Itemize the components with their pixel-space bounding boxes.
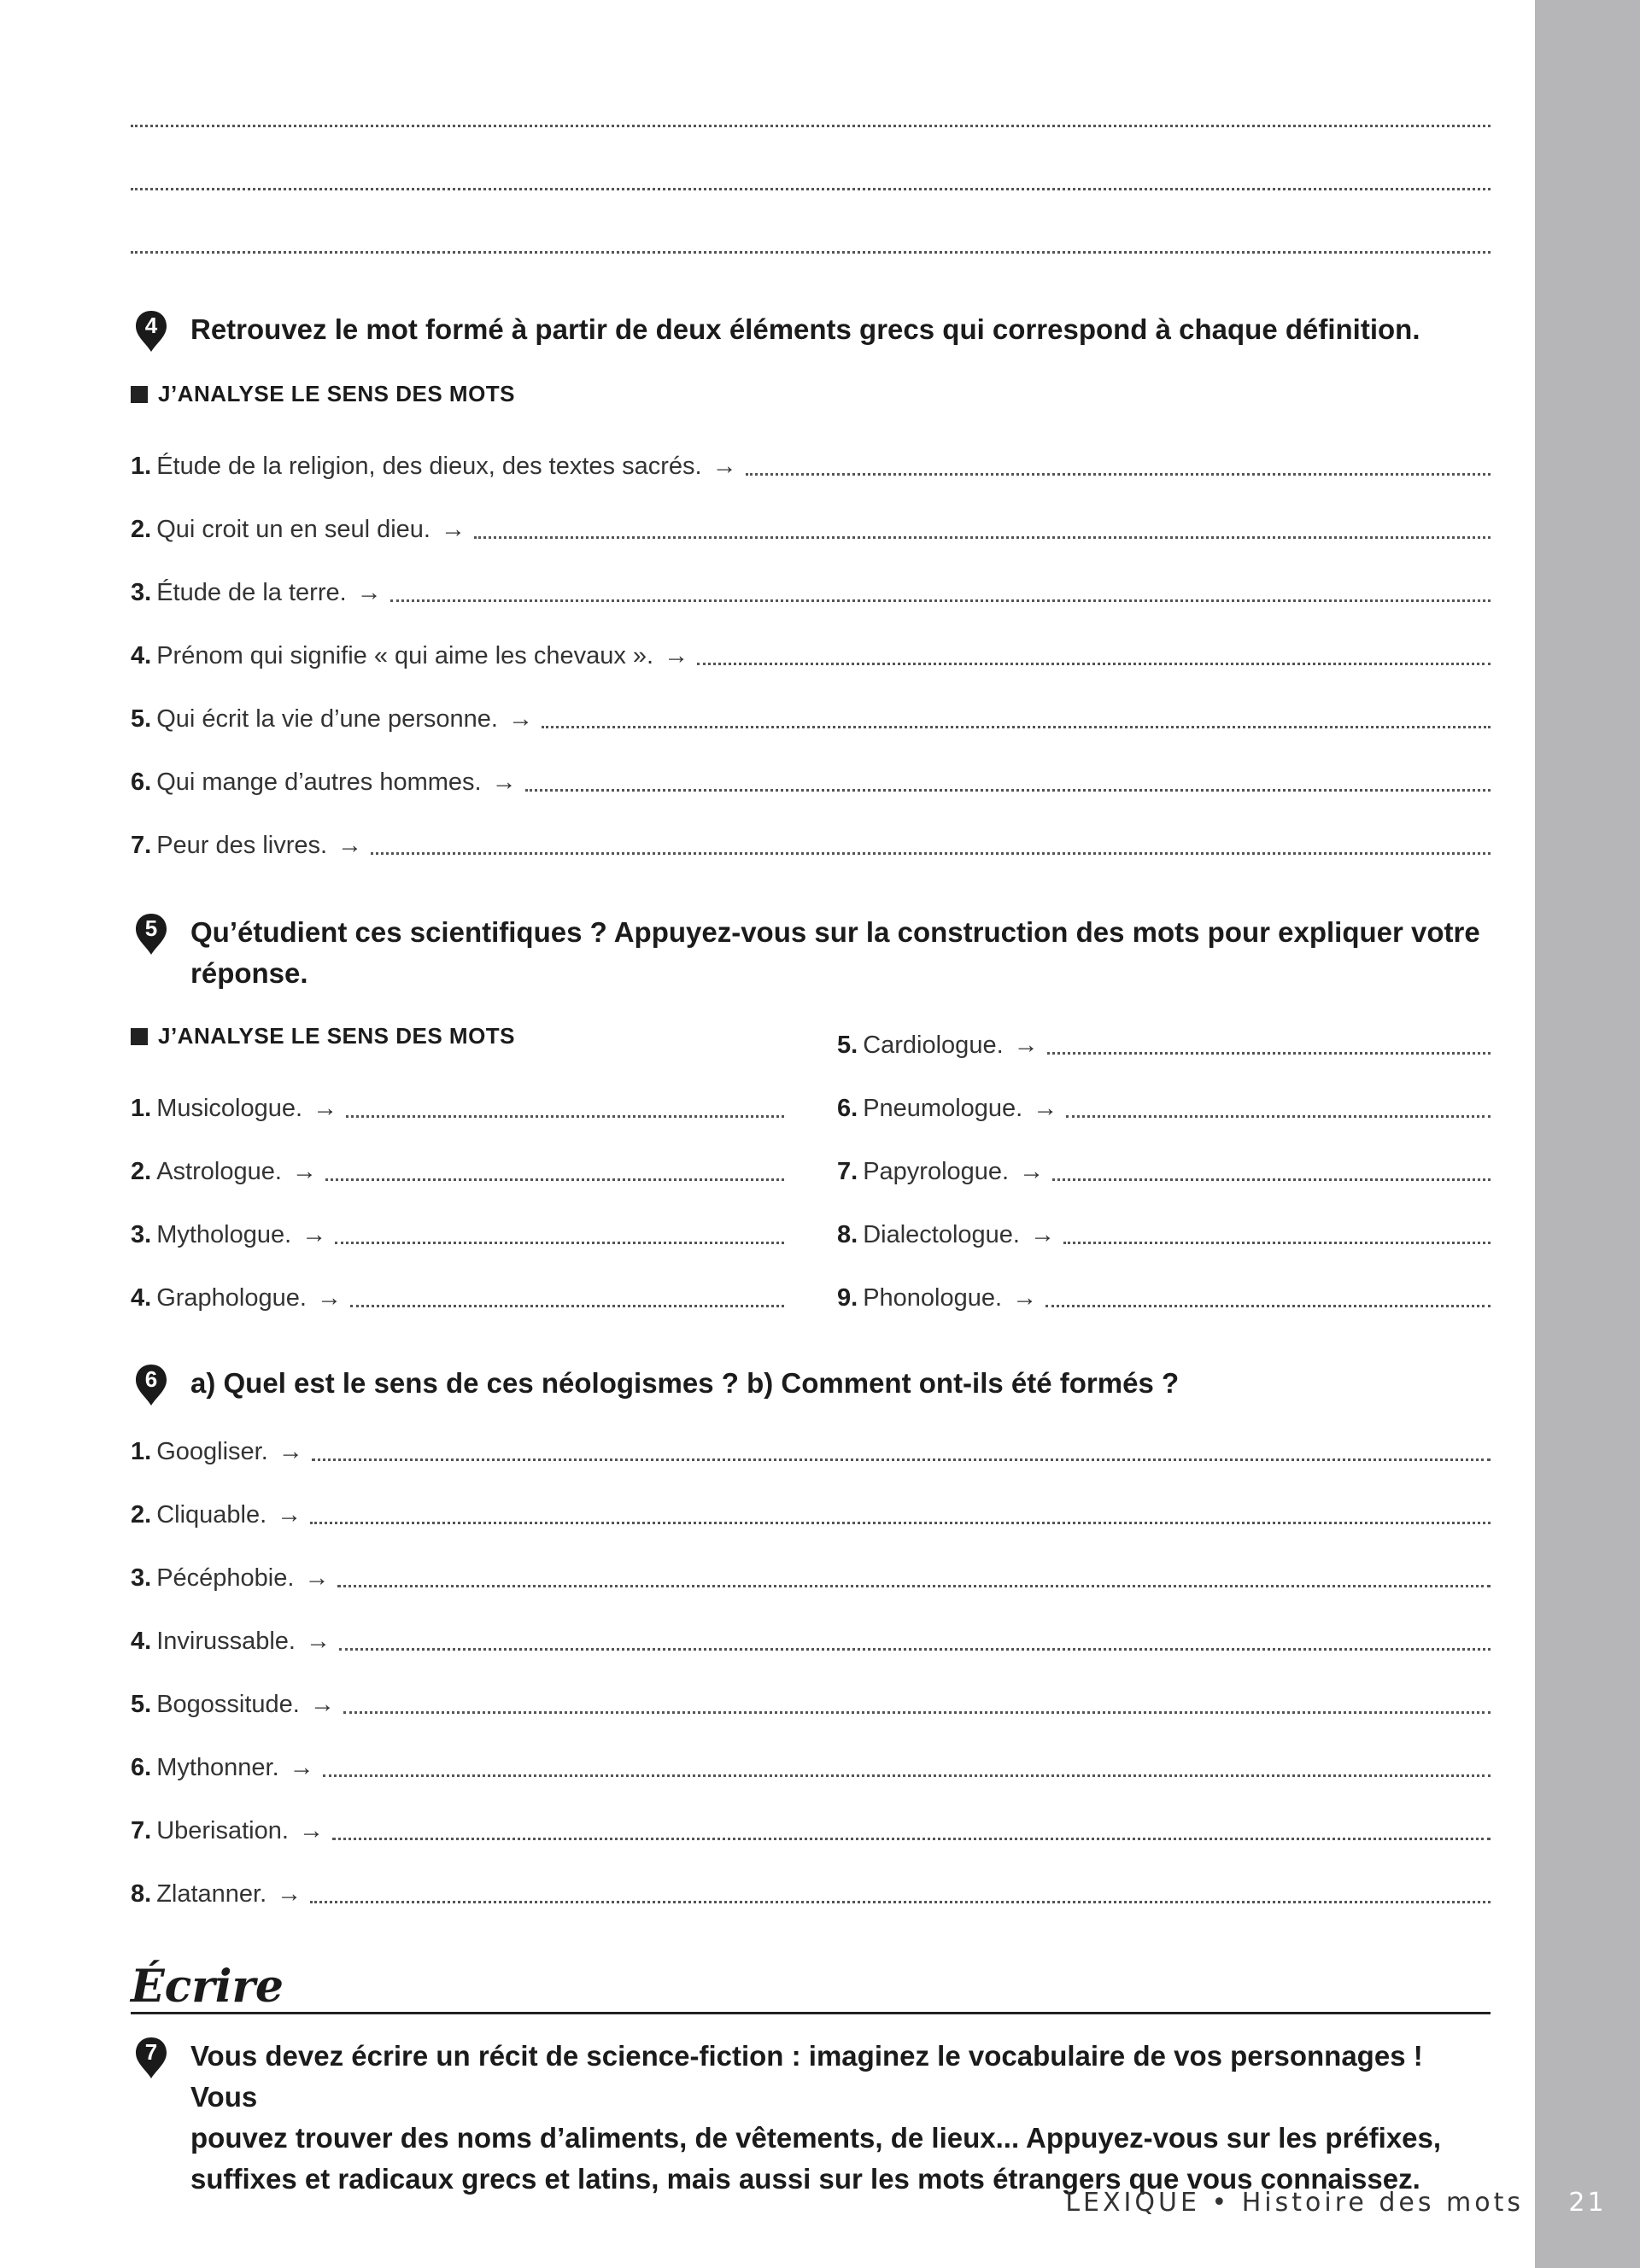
answer-line[interactable] <box>1066 1115 1491 1118</box>
arrow-icon: → <box>491 769 517 796</box>
answer-line[interactable] <box>335 1242 784 1244</box>
answer-line[interactable] <box>697 663 1491 665</box>
arrow-icon: → <box>1013 1032 1039 1059</box>
list-item: 7. Peur des livres. → <box>131 830 1491 861</box>
arrow-icon: → <box>337 832 363 859</box>
divider <box>131 2012 1491 2014</box>
list-item: 3. Pécéphobie. → <box>131 1563 1491 1593</box>
answer-line[interactable] <box>339 1648 1491 1651</box>
answer-line[interactable] <box>343 1711 1491 1714</box>
exercise-7-instructions: Vous devez écrire un récit de science-fiction : imaginez le vocabulaire de vos personnages ! Vous pouvez trouver des noms d’aliments, de vêtements, de lieux... Appuyez-vous sur les préfixes, suffixes et radicaux grecs et latins, mais aussi sur les mots étrangers que vous connaissez. <box>190 2040 1442 2195</box>
exercise-6-question: a) Quel est le sens de ces néologismes ? b) Comment ont-ils été formés ? <box>190 1367 1180 1399</box>
answer-line[interactable] <box>312 1458 1491 1461</box>
answer-line[interactable] <box>350 1305 784 1307</box>
arrow-icon: → <box>277 1501 302 1529</box>
list-item: 2. Qui croit un en seul dieu. → <box>131 514 1491 545</box>
section-label: J’ANALYSE LE SENS DES MOTS <box>131 1023 515 1049</box>
answer-line[interactable] <box>746 473 1491 476</box>
arrow-icon: → <box>306 1628 331 1655</box>
arrow-icon: → <box>1019 1158 1045 1185</box>
answer-line[interactable] <box>371 852 1491 855</box>
list-item: 6. Pneumologue. → <box>837 1093 1491 1124</box>
answer-line[interactable] <box>525 789 1491 792</box>
arrow-icon: → <box>277 1880 302 1908</box>
exercise-5-question: Qu’étudient ces scientifiques ? Appuyez-vous sur la construction des mots pour expliquer votre réponse. <box>190 916 1480 989</box>
page-side-band <box>1535 0 1640 2268</box>
arrow-icon: → <box>316 1284 342 1312</box>
page-number: 21 <box>1568 2188 1607 2218</box>
answer-line[interactable] <box>346 1115 784 1118</box>
section-label: J’ANALYSE LE SENS DES MOTS <box>131 381 515 407</box>
answer-line[interactable] <box>1047 1052 1491 1055</box>
square-bullet-icon <box>131 1028 148 1045</box>
list-item: 6. Qui mange d’autres hommes. → <box>131 767 1491 798</box>
arrow-icon: → <box>302 1221 327 1248</box>
answer-line[interactable] <box>131 125 1491 127</box>
answer-line[interactable] <box>131 188 1491 190</box>
list-item: 3. Étude de la terre. → <box>131 577 1491 608</box>
answer-line[interactable] <box>1063 1242 1491 1244</box>
arrow-icon: → <box>298 1817 324 1844</box>
arrow-icon: → <box>291 1158 317 1185</box>
list-item: 2. Astrologue. → <box>131 1156 784 1187</box>
arrow-icon: → <box>507 705 533 733</box>
arrow-icon: → <box>356 579 382 606</box>
arrow-icon: → <box>289 1754 314 1781</box>
arrow-icon: → <box>1029 1221 1055 1248</box>
list-item: 9. Phonologue. → <box>837 1283 1491 1313</box>
list-item: 7. Papyrologue. → <box>837 1156 1491 1187</box>
exercise-number-badge: 6 <box>134 1363 168 1400</box>
arrow-icon: → <box>712 453 737 480</box>
answer-line[interactable] <box>323 1774 1491 1777</box>
list-item: 5. Qui écrit la vie d’une personne. → <box>131 704 1491 734</box>
arrow-icon: → <box>278 1438 303 1465</box>
list-item: 5. Cardiologue. → <box>837 1030 1491 1061</box>
square-bullet-icon <box>131 386 148 403</box>
answer-line[interactable] <box>337 1585 1491 1587</box>
list-item: 4. Prénom qui signifie « qui aime les chevaux ». → <box>131 640 1491 671</box>
answer-line[interactable] <box>310 1522 1491 1524</box>
list-item: 2. Cliquable. → <box>131 1499 1491 1530</box>
list-item: 8. Dialectologue. → <box>837 1219 1491 1250</box>
section-title-ecrire: Écrire <box>131 1961 284 2013</box>
list-item: 1. Étude de la religion, des dieux, des textes sacrés. → <box>131 451 1491 482</box>
answer-line[interactable] <box>1046 1305 1491 1307</box>
answer-line[interactable] <box>474 536 1491 539</box>
list-item: 6. Mythonner. → <box>131 1752 1491 1783</box>
exercise-number-badge: 7 <box>134 2036 168 2073</box>
arrow-icon: → <box>1012 1284 1038 1312</box>
answer-line[interactable] <box>332 1838 1491 1840</box>
arrow-icon: → <box>1033 1095 1058 1122</box>
answer-line[interactable] <box>1052 1178 1491 1181</box>
answer-line[interactable] <box>131 251 1491 254</box>
exercise-number-badge: 4 <box>134 309 168 347</box>
list-item: 1. Googliser. → <box>131 1436 1491 1467</box>
list-item: 8. Zlatanner. → <box>131 1879 1491 1909</box>
arrow-icon: → <box>441 516 466 543</box>
list-item: 3. Mythologue. → <box>131 1219 784 1250</box>
arrow-icon: → <box>309 1691 335 1718</box>
arrow-icon: → <box>664 642 689 669</box>
list-item: 7. Uberisation. → <box>131 1815 1491 1846</box>
answer-line[interactable] <box>542 726 1491 728</box>
list-item: 1. Musicologue. → <box>131 1093 784 1124</box>
running-footer: LEXIQUE • Histoire des mots <box>1065 2188 1524 2218</box>
answer-line[interactable] <box>390 599 1491 602</box>
exercise-4-question: Retrouvez le mot formé à partir de deux éléments grecs qui correspond à chaque définition. <box>190 313 1420 345</box>
answer-line[interactable] <box>310 1901 1491 1903</box>
list-item: 4. Invirussable. → <box>131 1626 1491 1657</box>
arrow-icon: → <box>304 1564 330 1592</box>
answer-line[interactable] <box>325 1178 784 1181</box>
arrow-icon: → <box>313 1095 338 1122</box>
list-item: 5. Bogossitude. → <box>131 1689 1491 1720</box>
exercise-number-badge: 5 <box>134 912 168 950</box>
list-item: 4. Graphologue. → <box>131 1283 784 1313</box>
